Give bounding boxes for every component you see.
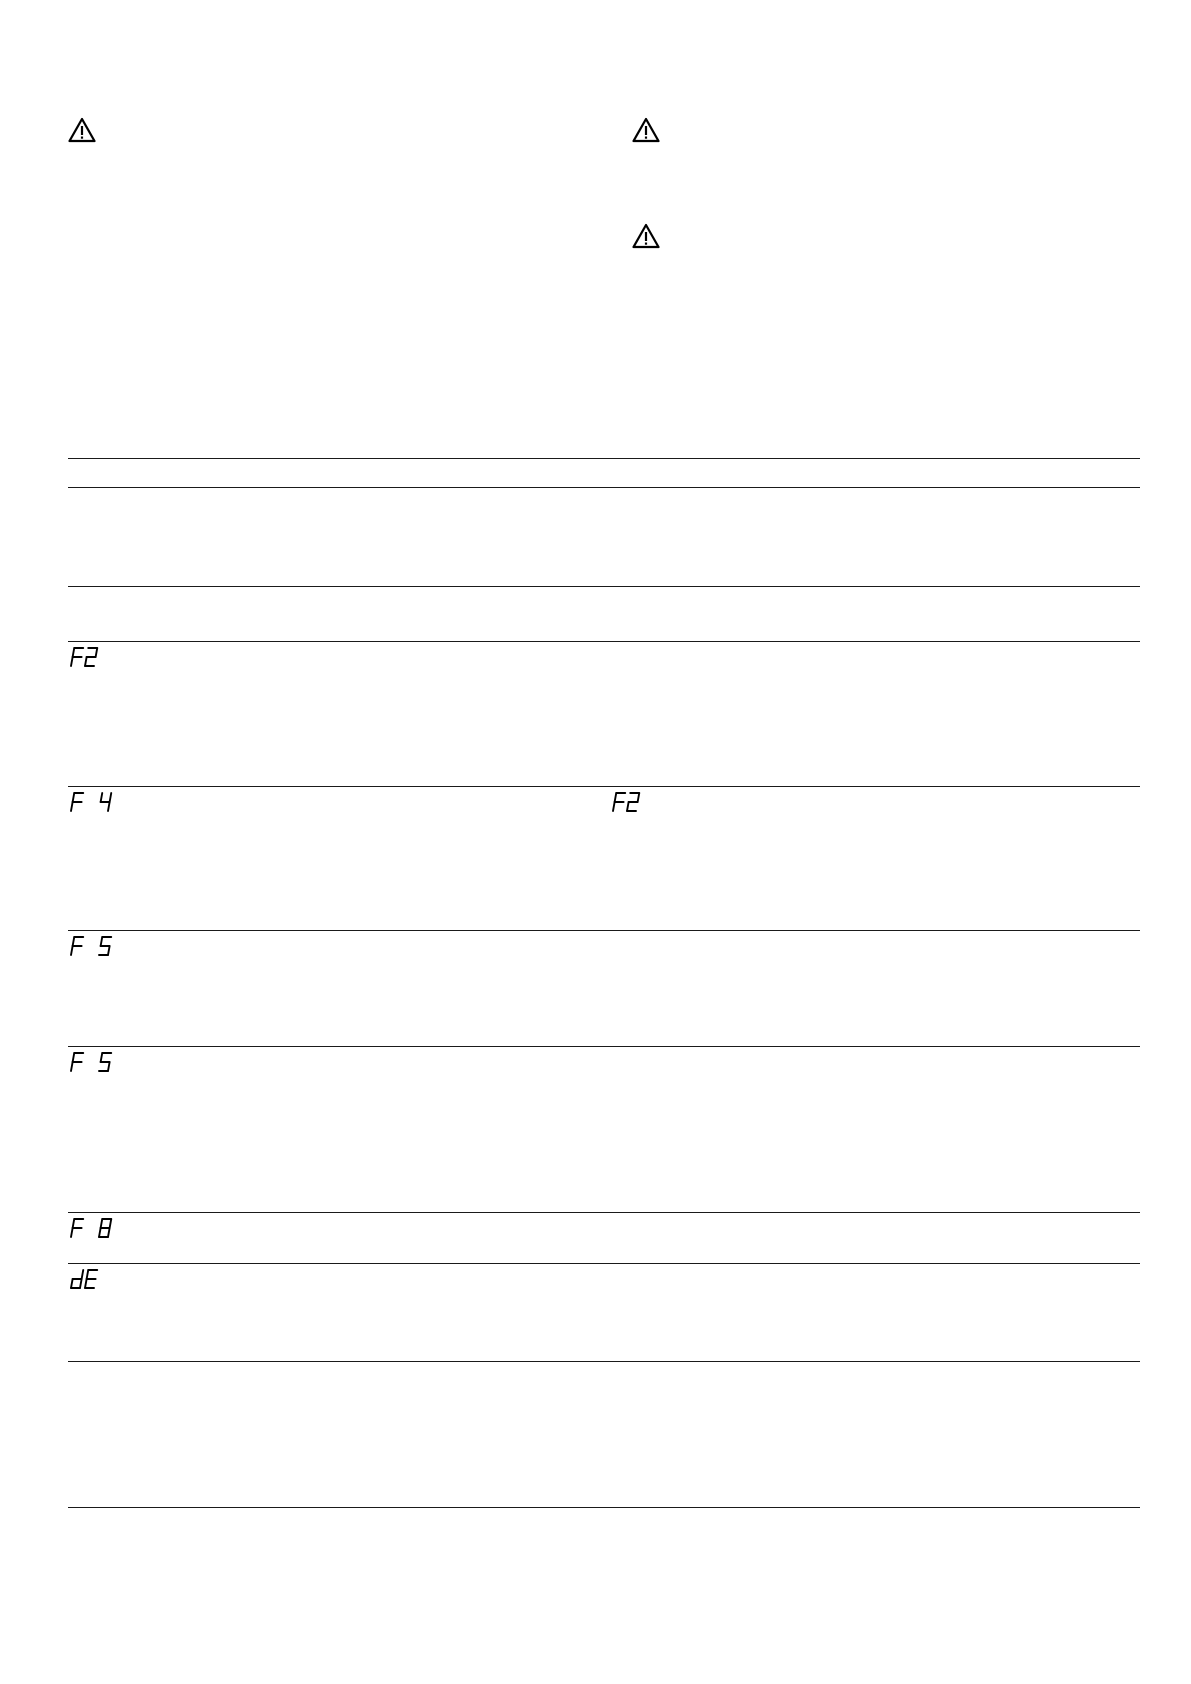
segment — [73, 648, 75, 657]
segment — [71, 802, 73, 811]
segment — [110, 793, 112, 802]
segment — [80, 1279, 82, 1288]
error-code-display — [70, 1216, 120, 1240]
segment — [71, 1062, 73, 1071]
segment — [110, 1219, 112, 1228]
error-code-glyphs — [612, 790, 648, 814]
error-code-glyphs — [70, 1216, 120, 1240]
segment — [85, 657, 87, 666]
warning-triangle-icon — [68, 117, 96, 143]
segment — [101, 937, 103, 946]
segment — [73, 793, 75, 802]
table-rule — [68, 1361, 1140, 1362]
error-code-glyphs — [70, 1267, 106, 1291]
segment — [627, 802, 629, 811]
segment — [71, 657, 73, 666]
segment — [73, 937, 75, 946]
error-code-glyphs — [70, 1050, 120, 1074]
table-rule — [68, 586, 1140, 587]
segment — [108, 1228, 110, 1237]
error-code-display — [70, 790, 120, 814]
segment — [73, 1219, 75, 1228]
segment — [96, 648, 98, 657]
error-code-glyphs — [70, 934, 120, 958]
segment — [101, 1053, 103, 1062]
segment — [73, 1053, 75, 1062]
error-code-display — [70, 645, 106, 669]
segment — [87, 1270, 89, 1279]
error-code-glyphs — [70, 790, 120, 814]
table-rule — [68, 487, 1140, 488]
table-rule — [68, 1046, 1140, 1047]
table-rule-bottom — [68, 1507, 1140, 1508]
segment — [99, 1228, 101, 1237]
segment — [638, 793, 640, 802]
segment — [85, 1279, 87, 1288]
warning-triangle-icon — [632, 223, 660, 249]
error-code-display — [70, 1267, 106, 1291]
error-code-glyphs — [70, 645, 106, 669]
table-rule — [68, 1263, 1140, 1264]
segment — [71, 1279, 73, 1288]
segment — [101, 793, 103, 802]
table-rule — [68, 930, 1140, 931]
table-rule-top — [68, 458, 1140, 459]
warning-triangle-icon — [632, 117, 660, 143]
segment — [108, 1062, 110, 1071]
table-rule — [68, 641, 1140, 642]
segment — [108, 946, 110, 955]
segment — [71, 946, 73, 955]
segment — [108, 802, 110, 811]
error-code-display — [70, 1050, 120, 1074]
segment — [71, 1228, 73, 1237]
error-code-display — [612, 790, 648, 814]
table-rule — [68, 1212, 1140, 1213]
error-code-display — [70, 934, 120, 958]
segment — [101, 1219, 103, 1228]
segment — [613, 802, 615, 811]
table-rule — [68, 786, 1140, 787]
segment — [82, 1270, 84, 1279]
segment — [615, 793, 617, 802]
